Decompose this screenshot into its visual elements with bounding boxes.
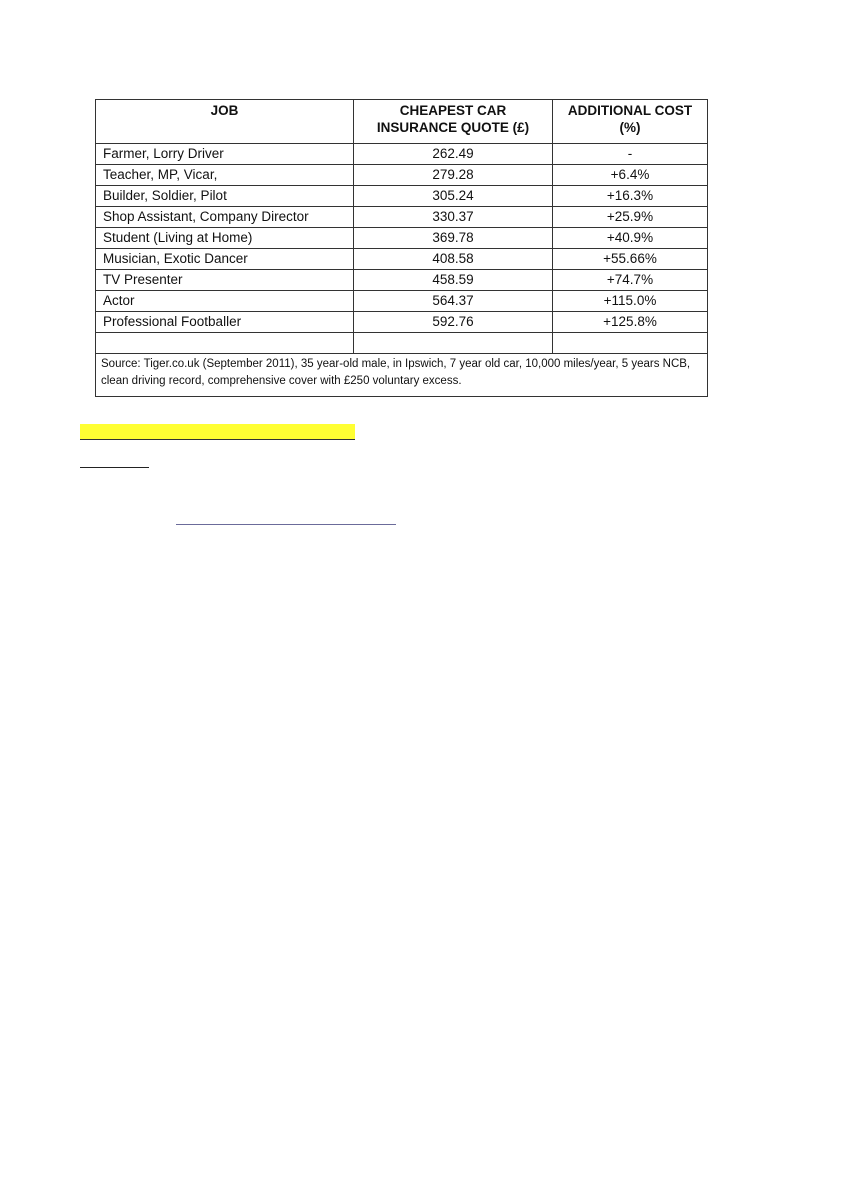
table-row xyxy=(96,207,708,228)
cell-empty xyxy=(553,333,708,354)
cell-quote: 305.24 xyxy=(354,186,553,207)
cell-quote: 279.28 xyxy=(354,165,553,186)
cell-job: Shop Assistant, Company Director xyxy=(96,207,354,228)
insurance-quote-table xyxy=(95,99,708,397)
cell-job: Musician, Exotic Dancer xyxy=(96,249,354,270)
table-row xyxy=(96,249,708,270)
cell-quote: 262.49 xyxy=(354,144,553,165)
cell-quote: 330.37 xyxy=(354,207,553,228)
insurance-table-container xyxy=(95,99,707,394)
cell-cost: +74.7% xyxy=(553,270,708,291)
cell-quote: 408.58 xyxy=(354,249,553,270)
header-cost: ADDITIONAL COST (%) xyxy=(553,100,708,144)
table-row xyxy=(96,186,708,207)
cell-job: Farmer, Lorry Driver xyxy=(96,144,354,165)
cell-job: Teacher, MP, Vicar, xyxy=(96,165,354,186)
underlined-blank-short xyxy=(80,467,149,468)
header-quote: CHEAPEST CAR INSURANCE QUOTE (£) xyxy=(354,100,553,144)
cell-quote: 369.78 xyxy=(354,228,553,249)
table-row xyxy=(96,165,708,186)
underlined-blank-link[interactable] xyxy=(176,524,396,525)
cell-cost: +16.3% xyxy=(553,186,708,207)
cell-job: Builder, Soldier, Pilot xyxy=(96,186,354,207)
cell-cost: - xyxy=(553,144,708,165)
cell-quote: 458.59 xyxy=(354,270,553,291)
table-header-row xyxy=(96,100,708,144)
cell-cost: +125.8% xyxy=(553,312,708,333)
table-row xyxy=(96,228,708,249)
cell-quote: 592.76 xyxy=(354,312,553,333)
source-note: Source: Tiger.co.uk (September 2011), 35 year-old male, in Ipswich, 7 year old car, 10,000 miles/year, 5 years NCB, clean driving record, comprehensive cover with £250 voluntary excess. xyxy=(96,354,708,397)
cell-empty xyxy=(354,333,553,354)
cell-cost: +40.9% xyxy=(553,228,708,249)
cell-job: Actor xyxy=(96,291,354,312)
table-source-row xyxy=(96,354,708,397)
highlighted-blank-line xyxy=(80,424,355,440)
table-row-blank xyxy=(96,333,708,354)
cell-cost: +55.66% xyxy=(553,249,708,270)
table-row xyxy=(96,291,708,312)
cell-job: Student (Living at Home) xyxy=(96,228,354,249)
cell-quote: 564.37 xyxy=(354,291,553,312)
table-row xyxy=(96,144,708,165)
table-row xyxy=(96,270,708,291)
cell-cost: +25.9% xyxy=(553,207,708,228)
cell-empty xyxy=(96,333,354,354)
cell-job: Professional Footballer xyxy=(96,312,354,333)
cell-job: TV Presenter xyxy=(96,270,354,291)
table-row xyxy=(96,312,708,333)
cell-cost: +6.4% xyxy=(553,165,708,186)
cell-cost: +115.0% xyxy=(553,291,708,312)
header-job: JOB xyxy=(96,100,354,144)
